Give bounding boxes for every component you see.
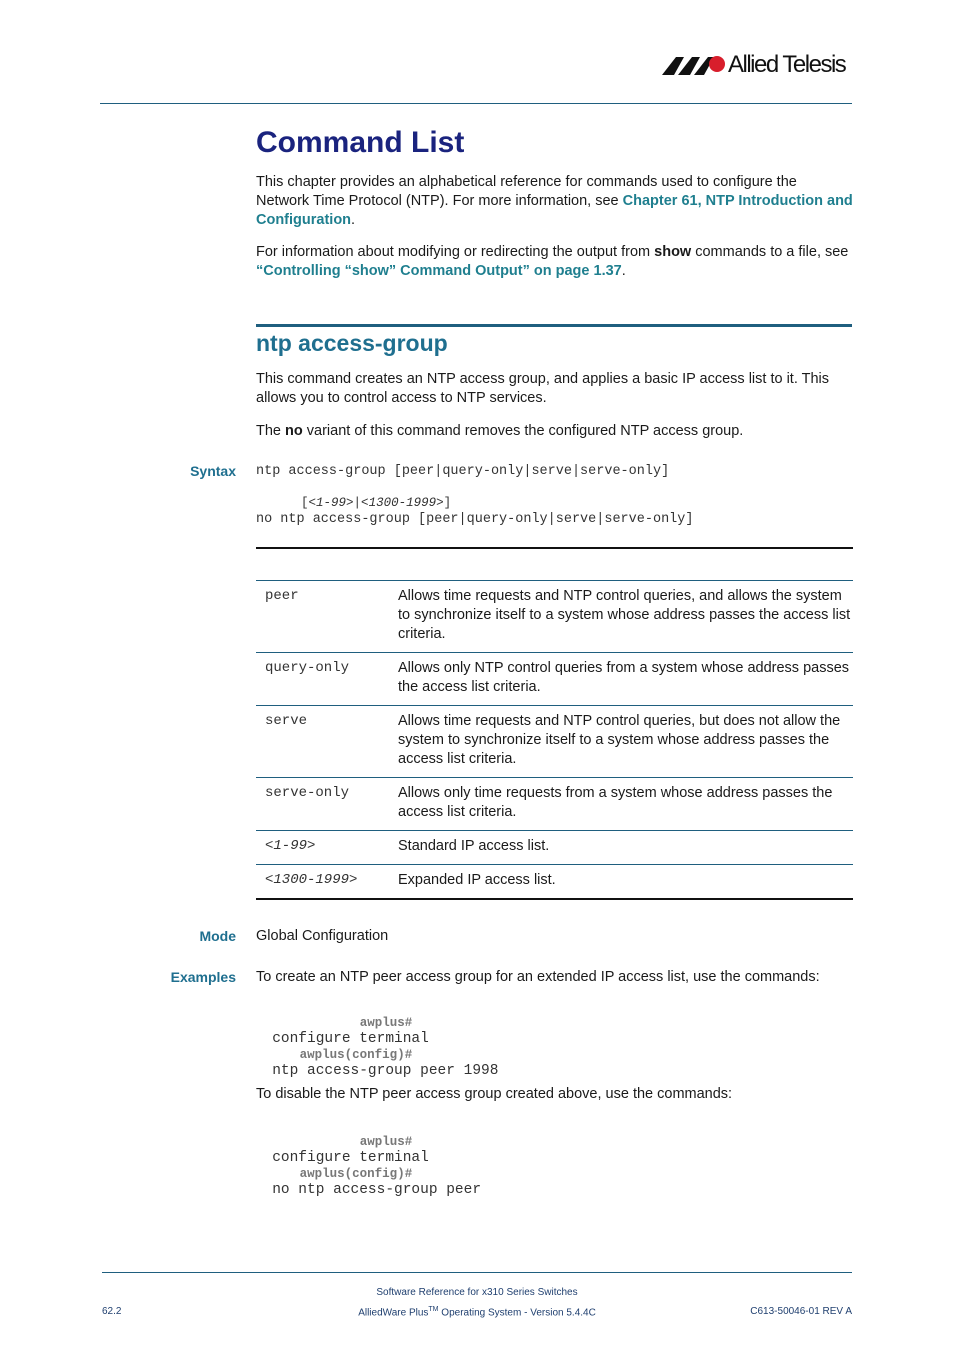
footer-rule xyxy=(102,1272,852,1273)
header-rule xyxy=(100,103,852,104)
syntax-line-2: [<1-99>|<1300-1999>] xyxy=(301,496,452,510)
footer-doc-id: C613-50046-01 REV A xyxy=(750,1306,852,1317)
prompt: awplus(config)# xyxy=(299,1167,413,1181)
parameter-name: serve xyxy=(256,706,389,778)
parameter-description: Allows time requests and NTP control queries, but does not allow the system to synchronize itself to a system whose address passes the access list criteria. xyxy=(389,706,853,778)
chapter-link[interactable]: Chapter 61, NTP Introduction and Configuration xyxy=(256,193,853,228)
table-row xyxy=(256,778,853,831)
parameter-name: <1-99> xyxy=(256,831,389,865)
brand-logo xyxy=(662,50,854,80)
prompt: awplus# xyxy=(359,1016,413,1030)
parameter-description: Standard IP access list. xyxy=(389,831,853,865)
section-title: ntp access-group xyxy=(256,330,448,356)
command: ntp access-group peer 1998 xyxy=(272,1063,499,1079)
parameter-description: Allows time requests and NTP control queries, and allows the system to synchronize itself to a system whose address passes the access list criteria. xyxy=(389,581,853,653)
prompt: awplus(config)# xyxy=(299,1048,413,1062)
parameter-description: Allows only NTP control queries from a system whose address passes the access list criteria. xyxy=(389,653,853,706)
parameter-description: Expanded IP access list. xyxy=(389,865,853,900)
example-intro-1: To create an NTP peer access group for an extended IP access list, use the commands: xyxy=(256,969,820,985)
intro-paragraph-1: This chapter provides an alphabetical reference for commands used to configure the Network Time Protocol (NTP). For more information, see Chapter 61, NTP Introduction and Configuration. xyxy=(256,174,853,228)
intro-paragraph-2: For information about modifying or redirecting the output from show commands to a file, see “Controlling “show” Command Output” on page 1.37. xyxy=(256,244,849,279)
syntax-table-rule xyxy=(256,547,853,549)
mode-label: Mode xyxy=(199,928,236,944)
table-row xyxy=(256,653,853,706)
table-row xyxy=(256,581,853,653)
brand-name: Allied Telesis xyxy=(728,51,846,78)
parameter-name: query-only xyxy=(256,653,389,706)
page-title: Command List xyxy=(256,126,465,159)
parameter-name: serve-only xyxy=(256,778,389,831)
section-description: This command creates an NTP access group, and applies a basic IP access list to it. This allows you to control access to NTP services. xyxy=(256,371,830,406)
command: configure terminal xyxy=(272,1031,429,1047)
example-1-line-2 xyxy=(256,1033,676,1079)
table-row xyxy=(256,831,853,865)
footer-page-number: 62.2 xyxy=(102,1306,122,1317)
table-row xyxy=(256,865,853,900)
footer-version: AlliedWare Plus™ Operating System - Version 5.4.4C xyxy=(358,1306,596,1319)
parameter-name: peer xyxy=(256,581,389,653)
syntax-line-no: no ntp access-group [peer|query-only|serve|serve-only] xyxy=(256,512,694,527)
section-rule xyxy=(256,324,852,327)
footer-title: Software Reference for x310 Series Switches xyxy=(376,1287,578,1298)
example-intro-2: To disable the NTP peer access group created above, use the commands: xyxy=(256,1086,733,1102)
parameter-description: Allows only time requests from a system whose address passes the access list criteria. xyxy=(389,778,853,831)
syntax-line-1: ntp access-group [peer|query-only|serve|serve-only] xyxy=(256,464,670,479)
example-2-line-2 xyxy=(256,1152,676,1198)
show-output-link[interactable]: “Controlling “show” Command Output” on page 1.37 xyxy=(256,263,622,279)
table-row xyxy=(256,706,853,778)
brand-mark-icon xyxy=(662,53,728,79)
parameter-table xyxy=(256,580,853,900)
mode-value: Global Configuration xyxy=(256,928,389,944)
command: configure terminal xyxy=(272,1150,429,1166)
syntax-label: Syntax xyxy=(190,463,236,479)
no-variant-description: The no variant of this command removes the configured NTP access group. xyxy=(256,423,744,439)
examples-label: Examples xyxy=(170,969,236,985)
parameter-name: <1300-1999> xyxy=(256,865,389,900)
command: no ntp access-group peer xyxy=(272,1182,482,1198)
prompt: awplus# xyxy=(359,1135,413,1149)
